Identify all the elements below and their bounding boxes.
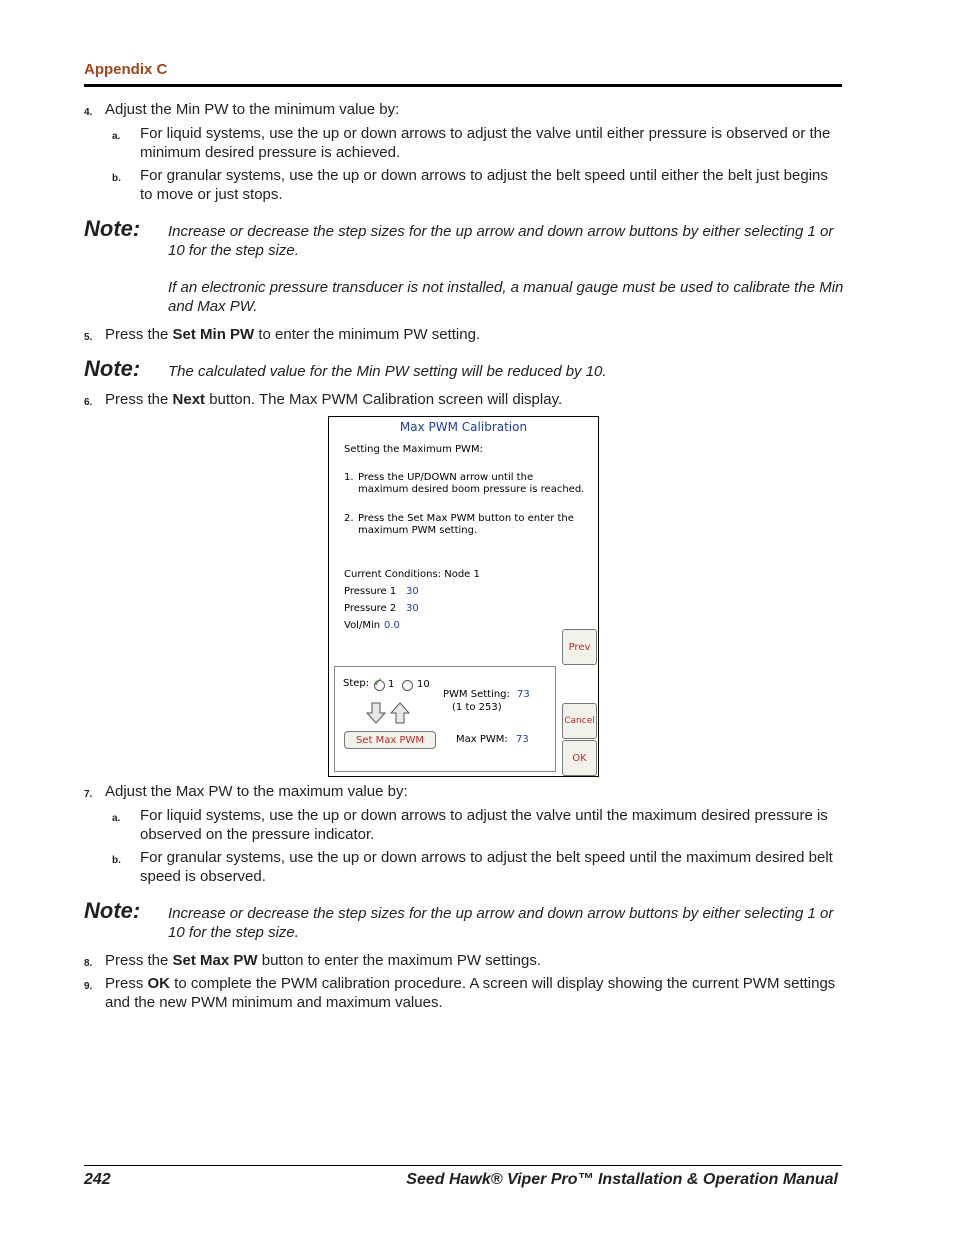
pressure-1-label: Pressure 1	[344, 586, 397, 597]
step-label: Step:	[343, 678, 370, 689]
note-label: Note:	[84, 216, 141, 241]
bold-term: Set Max PW	[172, 952, 258, 969]
note-text: The calculated value for the Min PW setting will be reduced by 10.	[168, 363, 607, 380]
step-text	[105, 951, 840, 970]
down-arrow-icon[interactable]	[366, 702, 386, 724]
substep-letter: b.	[112, 855, 121, 866]
note-text: If an electronic pressure transducer is not installed, a manual gauge must be used to calibrate the Min and Max PW.	[168, 279, 844, 315]
step-10-label: 10	[417, 679, 430, 690]
footer-rule	[84, 1165, 842, 1166]
instruction-2-number: 2.	[344, 513, 354, 524]
substep-text: For granular systems, use the up or down arrows to adjust the belt speed until either the belt just begins to move or just stops.	[140, 167, 828, 203]
step-text	[105, 325, 840, 344]
step-number: 6.	[84, 397, 93, 408]
instruction-2-line2: maximum PWM setting.	[358, 525, 478, 536]
bold-term: Next	[172, 391, 206, 408]
note-label: Note:	[84, 898, 141, 923]
note-text: Increase or decrease the step sizes for the up arrow and down arrow buttons by either selecting 1 or 10 for the step size.	[168, 223, 834, 259]
max-pwm-calibration-screen	[328, 416, 599, 777]
substep-text: For liquid systems, use the up or down arrows to adjust the valve until either pressure is observed or the minimum desired pressure is achieved.	[140, 125, 831, 161]
vol-min-value: 0.0	[384, 620, 400, 631]
ok-button[interactable]: OK	[562, 740, 597, 776]
pwm-setting-label: PWM Setting:	[443, 689, 510, 700]
pressure-2-label: Pressure 2	[344, 603, 397, 614]
step-text	[105, 974, 840, 1012]
set-max-pwm-button[interactable]: Set Max PWM	[344, 731, 436, 749]
header-rule	[84, 84, 842, 87]
text-run: Press	[105, 975, 148, 992]
text-run: Press the	[105, 952, 173, 969]
bold-term: OK	[147, 975, 171, 992]
step-number: 5.	[84, 332, 93, 343]
pwm-control-panel	[334, 666, 556, 772]
page-number: 242	[84, 1171, 111, 1188]
instruction-1-line1: Press the UP/DOWN arrow until the	[358, 472, 534, 483]
text-run: button to enter the maximum PW settings.	[257, 952, 542, 969]
pwm-setting-value: 73	[517, 689, 530, 700]
instruction-1-line2: maximum desired boom pressure is reached.	[358, 484, 585, 495]
vol-min-label: Vol/Min	[344, 620, 381, 631]
manual-title: Seed Hawk® Viper Pro™ Installation & Operation Manual	[406, 1171, 838, 1188]
step-1-label: 1	[388, 679, 395, 690]
screen-title: Max PWM Calibration	[399, 420, 528, 434]
text-run: button. The Max PWM Calibration screen will display.	[205, 391, 563, 408]
step-text: Adjust the Min PW to the minimum value by:	[105, 101, 400, 118]
instruction-2-line1: Press the Set Max PWM button to enter the	[358, 513, 574, 524]
checkmark-icon: ✓	[373, 675, 384, 689]
step-number: 4.	[84, 107, 93, 118]
pwm-range: (1 to 253)	[452, 702, 502, 713]
prev-button[interactable]: Prev	[562, 629, 597, 665]
step-text	[105, 390, 840, 409]
up-arrow-icon[interactable]	[390, 702, 410, 724]
instruction-1-number: 1.	[344, 472, 354, 483]
current-conditions: Current Conditions: Node 1	[344, 569, 480, 580]
pressure-1-value: 30	[406, 586, 419, 597]
substep-letter: a.	[112, 813, 121, 824]
text-run: Press the	[105, 391, 173, 408]
max-pwm-value: 73	[516, 734, 529, 745]
text-run: to complete the PWM calibration procedure. A screen will display showing the current PWM settings and the new PWM minimum and maximum values.	[105, 975, 836, 1011]
section-header: Appendix C	[84, 61, 168, 78]
substep-text: For granular systems, use the up or down arrows to adjust the belt speed until the maximum desired belt speed is observed.	[140, 849, 833, 885]
pressure-2-value: 30	[406, 603, 419, 614]
substep-text: For liquid systems, use the up or down arrows to adjust the valve until the maximum desired pressure is observed on the pressure indicator.	[140, 807, 828, 843]
step-number: 7.	[84, 789, 93, 800]
screen-intro: Setting the Maximum PWM:	[344, 444, 483, 455]
bold-term: Set Min PW	[172, 326, 255, 343]
text-run: Press the	[105, 326, 173, 343]
step-text: Adjust the Max PW to the maximum value by:	[105, 783, 408, 800]
substep-letter: b.	[112, 173, 121, 184]
text-run: to enter the minimum PW setting.	[254, 326, 481, 343]
note-text: Increase or decrease the step sizes for the up arrow and down arrow buttons by either selecting 1 or 10 for the step size.	[168, 905, 834, 941]
step-number: 9.	[84, 981, 93, 992]
substep-letter: a.	[112, 131, 121, 142]
step-number: 8.	[84, 958, 93, 969]
note-label: Note:	[84, 356, 141, 381]
cancel-button[interactable]: Cancel	[562, 703, 597, 739]
max-pwm-label: Max PWM:	[456, 734, 508, 745]
step-10-radio[interactable]	[402, 680, 413, 691]
